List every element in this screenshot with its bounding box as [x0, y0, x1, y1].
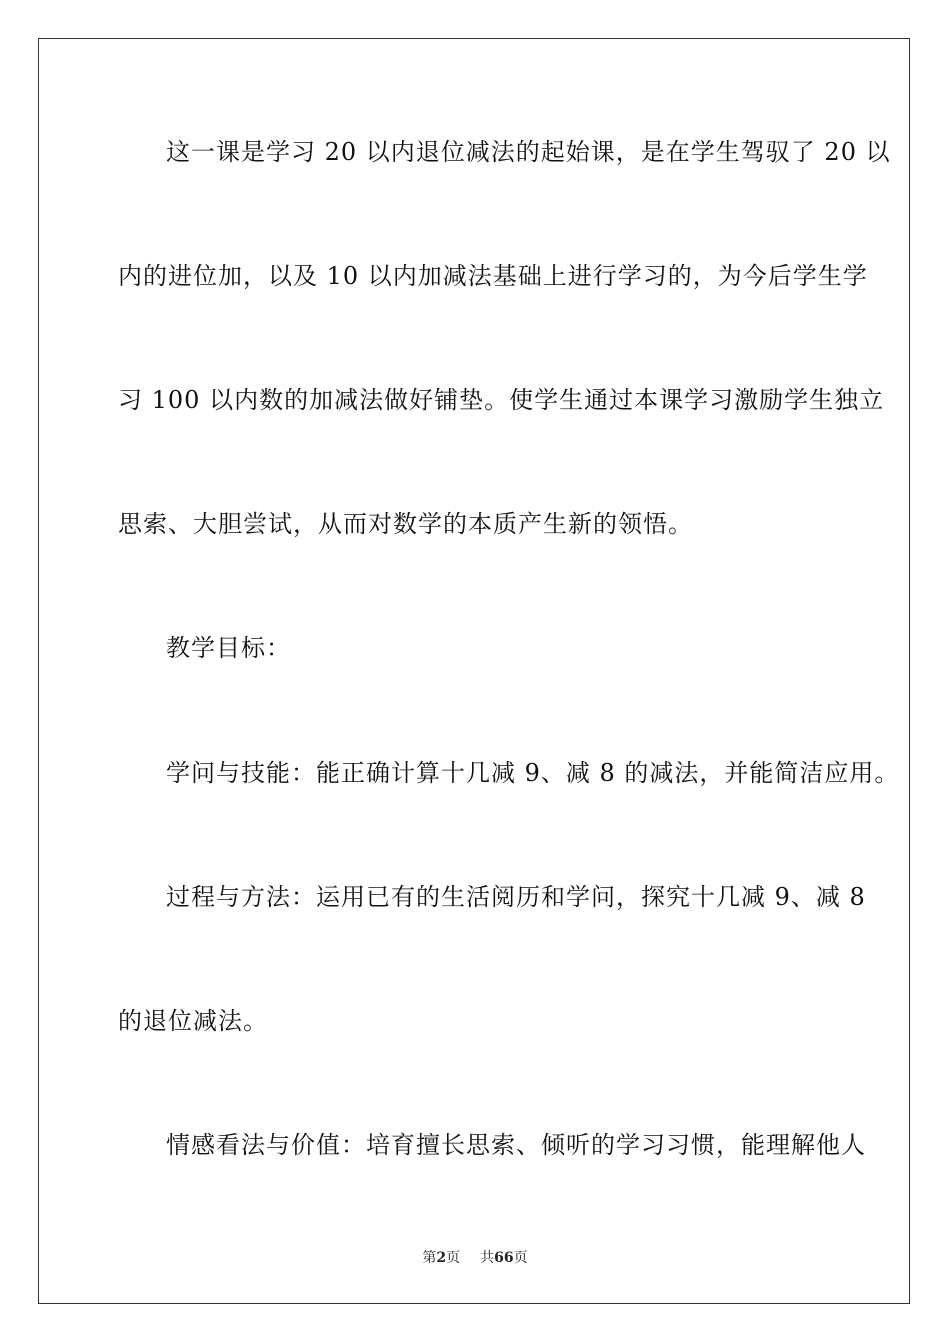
footer-total-prefix: 共 — [480, 1250, 495, 1266]
page-footer — [0, 1249, 950, 1267]
goals-heading: 教学目标： — [166, 634, 291, 662]
paragraph-intro-line-1: 这一课是学习 20 以内退位减法的起始课，是在学生驾驭了 20 以 — [166, 138, 891, 166]
footer-total-suffix: 页 — [513, 1250, 528, 1266]
footer-page-number: 2 — [436, 1250, 447, 1266]
paragraph-intro-line-2: 内的进位加，以及 10 以内加减法基础上进行学习的，为今后学生学 — [118, 262, 868, 290]
paragraph-intro-line-3: 习 100 以内数的加减法做好铺垫。使学生通过本课学习激励学生独立 — [118, 386, 885, 414]
paragraph-intro-line-4: 思索、大胆尝试，从而对数学的本质产生新的领悟。 — [118, 510, 693, 538]
footer-page-suffix: 页 — [446, 1250, 461, 1266]
footer-prefix: 第 — [422, 1250, 437, 1266]
page-border — [38, 38, 910, 1304]
paragraph-knowledge: 学问与技能：能正确计算十几减 9、减 8 的减法，并能简洁应用。 — [166, 759, 900, 787]
paragraph-process-line-2: 的退位减法。 — [118, 1007, 268, 1035]
footer-total-pages: 66 — [494, 1250, 514, 1266]
paragraph-process-line-1: 过程与方法：运用已有的生活阅历和学问，探究十几减 9、减 8 — [166, 883, 866, 911]
paragraph-emotion: 情感看法与价值：培育擅长思索、倾听的学习习惯，能理解他人 — [166, 1131, 866, 1159]
